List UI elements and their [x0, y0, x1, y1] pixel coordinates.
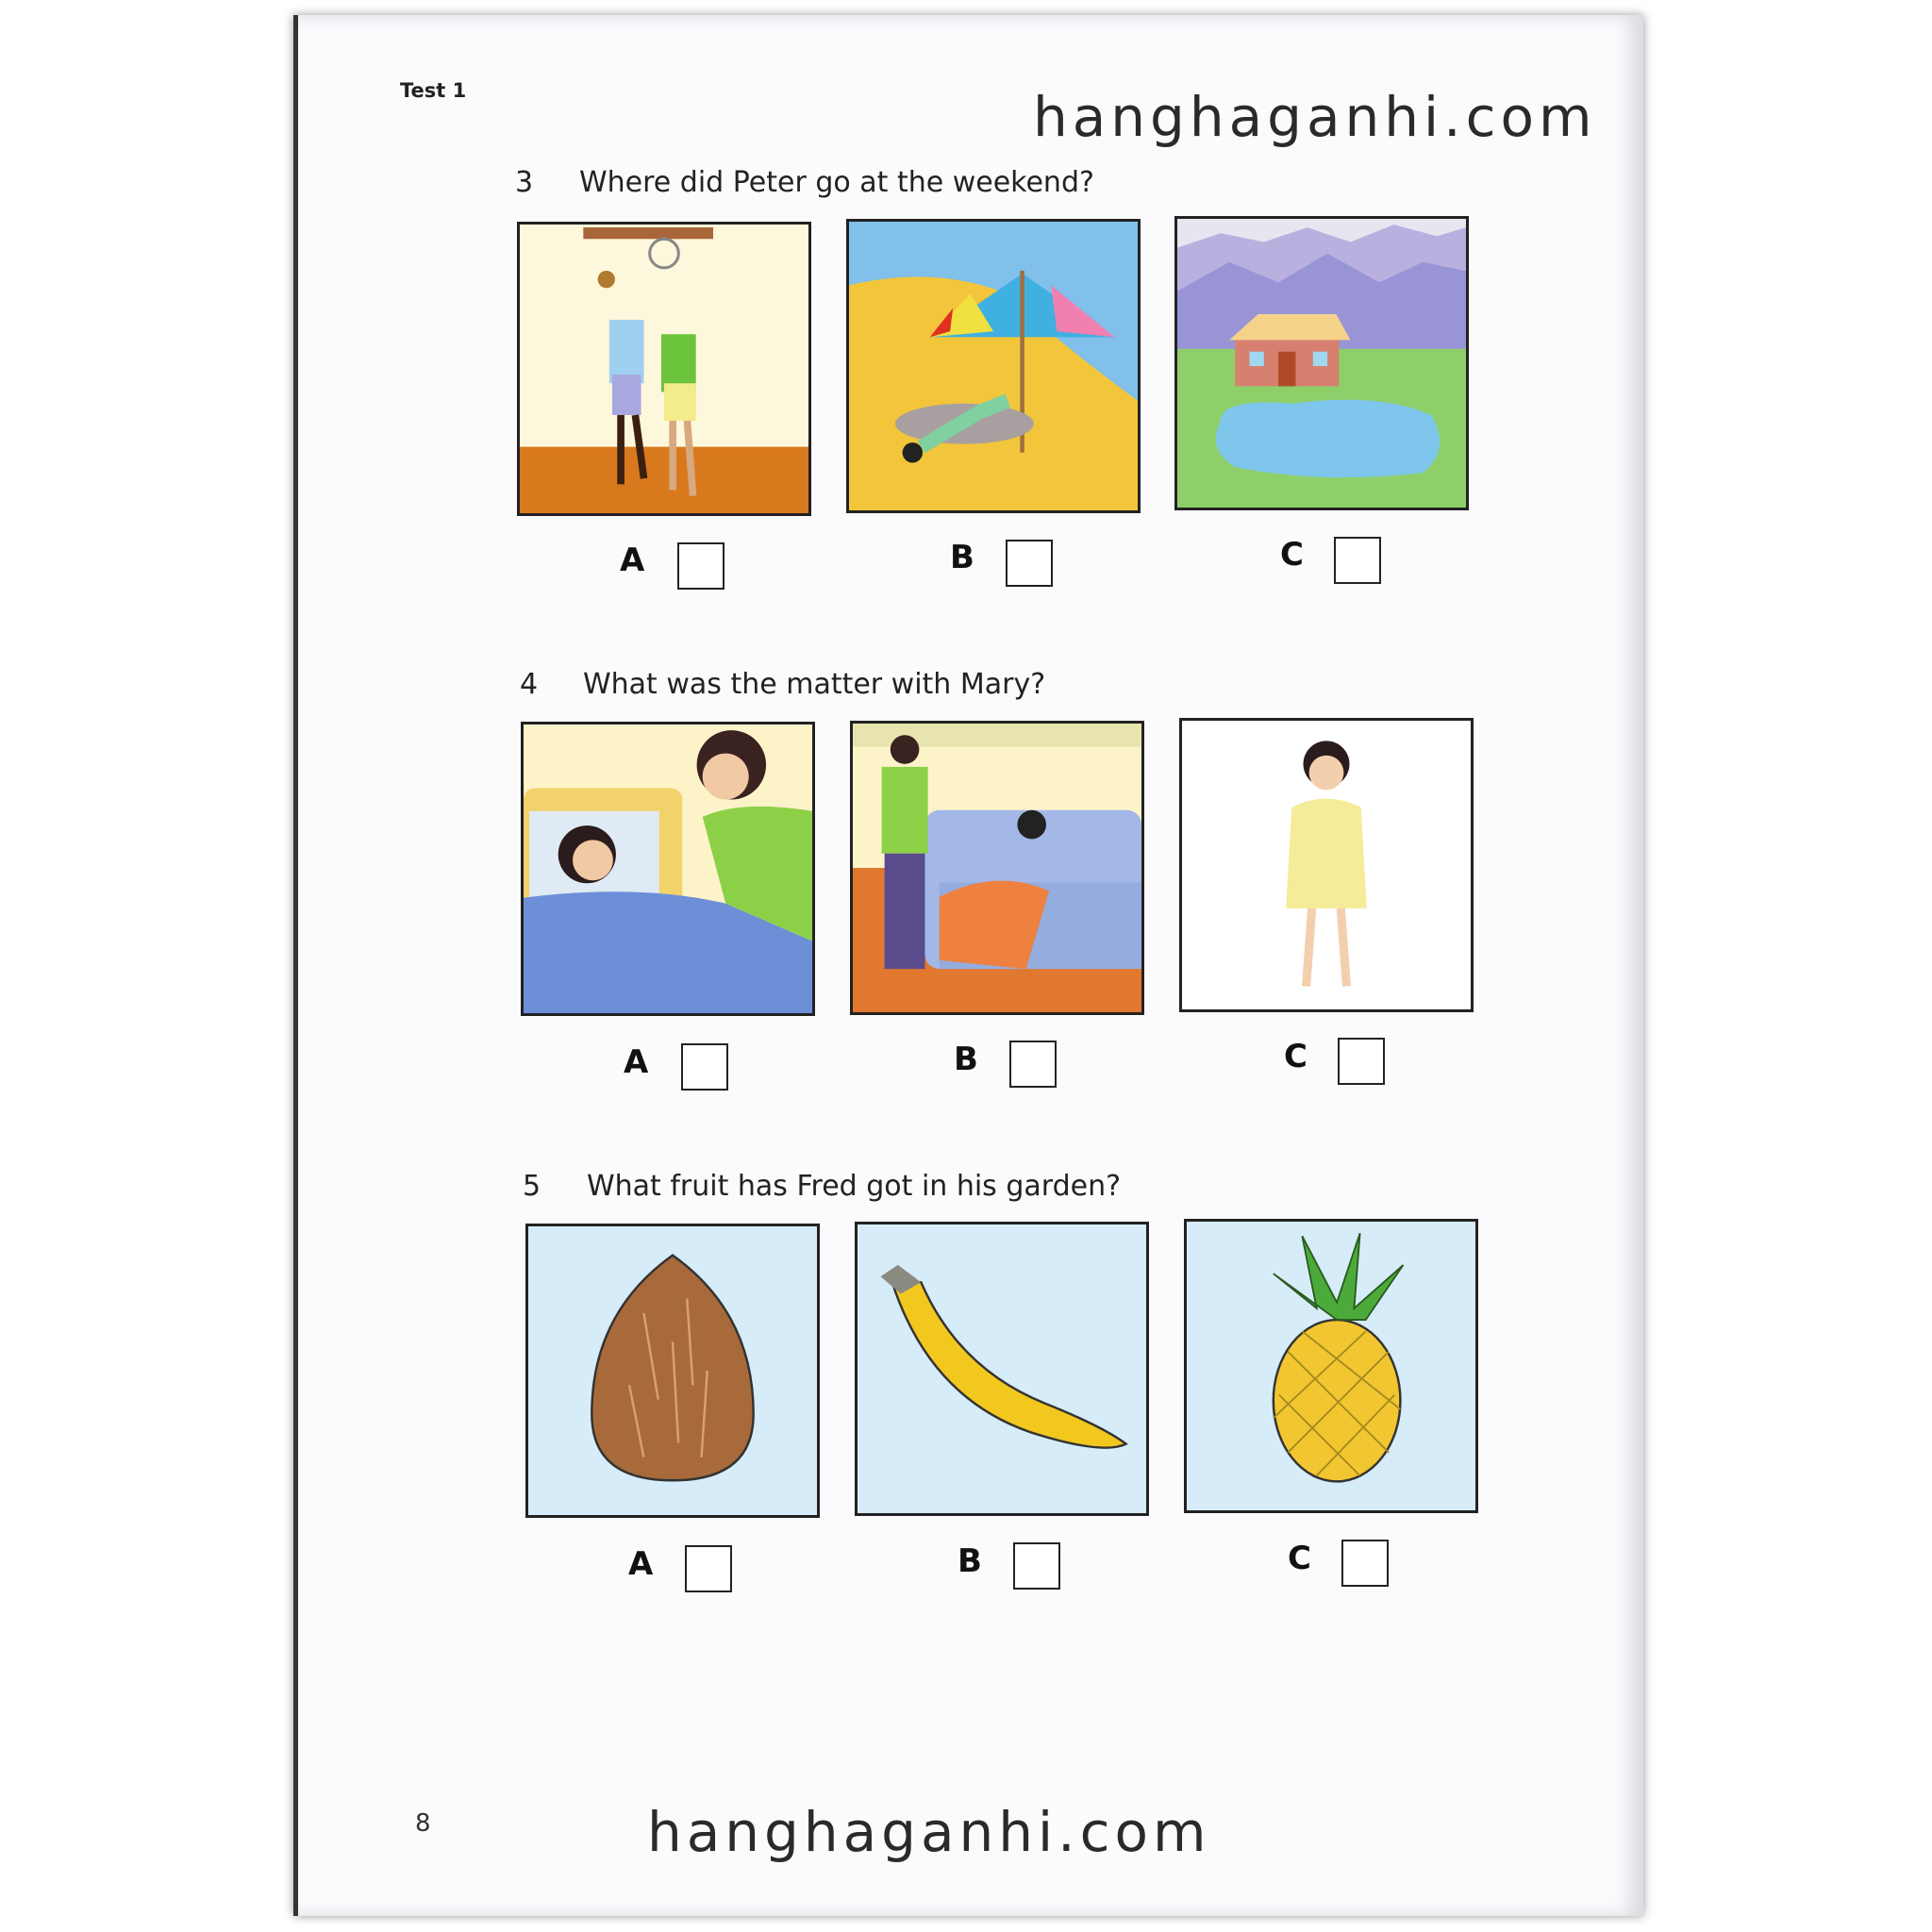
option-label: A	[624, 1043, 649, 1081]
picture-coconut	[525, 1224, 820, 1518]
page-number: 8	[415, 1809, 431, 1838]
answer-checkbox-4b[interactable]	[1009, 1041, 1057, 1088]
picture-house-lake	[1174, 216, 1469, 510]
question-text: Where did Peter go at the weekend?	[579, 166, 1094, 199]
picture-basketball	[517, 222, 811, 516]
option-label: B	[954, 1041, 978, 1078]
picture-girl-in-bed	[521, 722, 815, 1016]
picture-girl-on-sofa	[850, 721, 1144, 1015]
answer-checkbox-5c[interactable]	[1341, 1540, 1389, 1587]
option-label: C	[1284, 1038, 1307, 1075]
option-label: B	[958, 1542, 982, 1580]
option-label: C	[1288, 1540, 1311, 1577]
question-number: 5	[523, 1170, 541, 1203]
question-text: What was the matter with Mary?	[583, 668, 1046, 701]
picture-girl-stomach-ache	[1179, 718, 1474, 1012]
watermark-bottom: hanghaganhi.com	[647, 1800, 1211, 1864]
question-number: 3	[515, 166, 534, 199]
section-title: Test 1	[400, 79, 467, 102]
option-label: A	[620, 541, 645, 579]
picture-beach	[846, 219, 1141, 513]
question-text: What fruit has Fred got in his garden?	[587, 1170, 1122, 1203]
answer-checkbox-3c[interactable]	[1334, 537, 1381, 584]
option-label: A	[628, 1545, 654, 1583]
answer-checkbox-5a[interactable]	[685, 1545, 732, 1592]
picture-pineapple	[1184, 1219, 1478, 1513]
answer-checkbox-4a[interactable]	[681, 1043, 728, 1091]
answer-checkbox-5b[interactable]	[1013, 1542, 1060, 1590]
option-label: C	[1280, 536, 1304, 574]
watermark-top: hanghaganhi.com	[1033, 85, 1597, 149]
answer-checkbox-3a[interactable]	[677, 542, 724, 590]
answer-checkbox-4c[interactable]	[1338, 1038, 1385, 1085]
answer-checkbox-3b[interactable]	[1006, 540, 1053, 587]
picture-banana	[855, 1222, 1149, 1516]
option-label: B	[950, 539, 974, 576]
question-number: 4	[520, 668, 539, 701]
